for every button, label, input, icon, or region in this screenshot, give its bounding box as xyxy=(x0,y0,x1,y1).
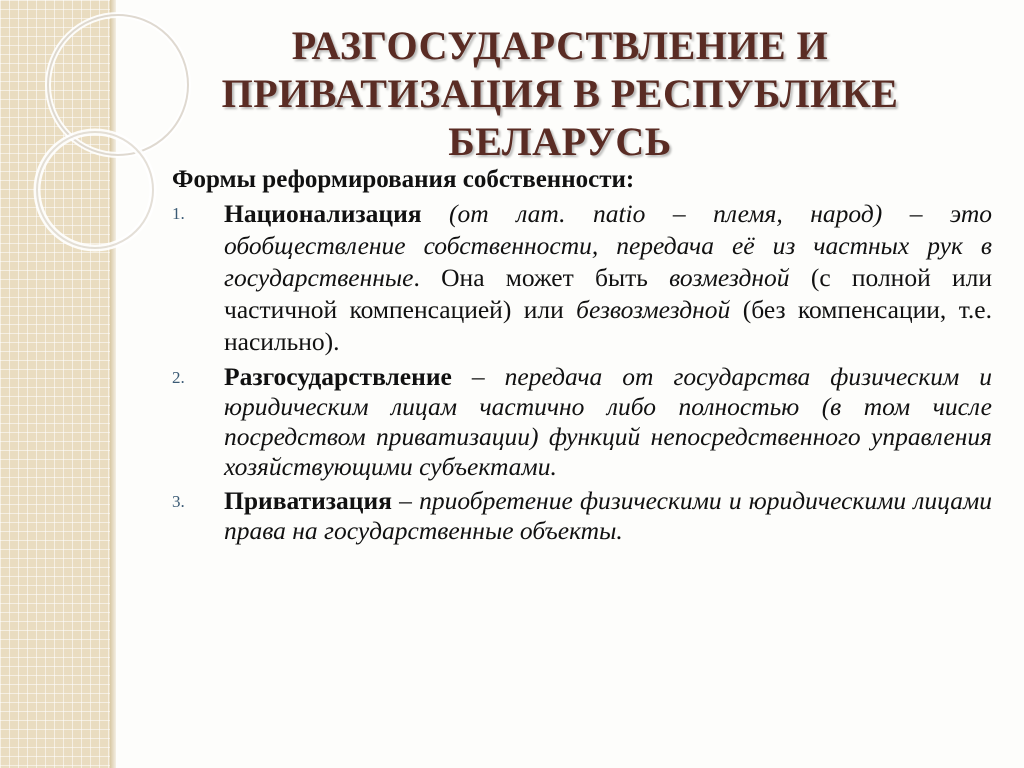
list-item-text xyxy=(224,198,992,358)
definition-rest: . Она может быть xyxy=(413,263,670,292)
paid-explanation: (с полной или частичной компенсацией) или xyxy=(224,263,992,324)
list-item-denationalization xyxy=(172,362,992,482)
list-number: 1. xyxy=(172,204,185,223)
definition: передача от государства физическим и юридическим лицам частично либо полностью (в том числе посредством приватизации) функций непосредственного управления хозяйствующими субъектами. xyxy=(224,362,993,481)
definitions-list xyxy=(172,198,992,550)
definition: (от лат. natio – племя, народ) – это обобществление собственности, передача её из частных рук в государственные xyxy=(224,199,992,292)
separator: – xyxy=(451,362,505,391)
decorative-circles xyxy=(0,0,200,320)
list-item-text xyxy=(224,486,992,546)
definition: приобретение физическими и юридическими лицами права на государственные объекты. xyxy=(224,486,992,545)
slide-title xyxy=(190,22,930,166)
title-line-2: ПРИВАТИЗАЦИЯ В РЕСПУБЛИКЕ xyxy=(221,71,899,116)
title-line-3: БЕЛАРУСЬ xyxy=(448,119,672,164)
subheading: Формы реформирования собственности: xyxy=(172,166,635,193)
separator: – xyxy=(391,486,420,515)
unpaid-term: безвозмездной xyxy=(576,295,731,324)
title-line-1: РАЗГОСУДАРСТВЛЕНИЕ И xyxy=(291,23,829,68)
paid-term: возмездной xyxy=(669,263,790,292)
term: Национализация xyxy=(224,199,422,228)
term: Разгосударствление xyxy=(224,362,452,391)
unpaid-explanation: (без компенсации, т.е. насильно). xyxy=(224,295,992,356)
list-item-text xyxy=(224,362,992,482)
list-number: 2. xyxy=(172,368,185,387)
list-number: 3. xyxy=(172,492,185,511)
list-item-privatization xyxy=(172,486,992,546)
term: Приватизация xyxy=(224,486,392,515)
list-item-nationalization xyxy=(172,198,992,358)
